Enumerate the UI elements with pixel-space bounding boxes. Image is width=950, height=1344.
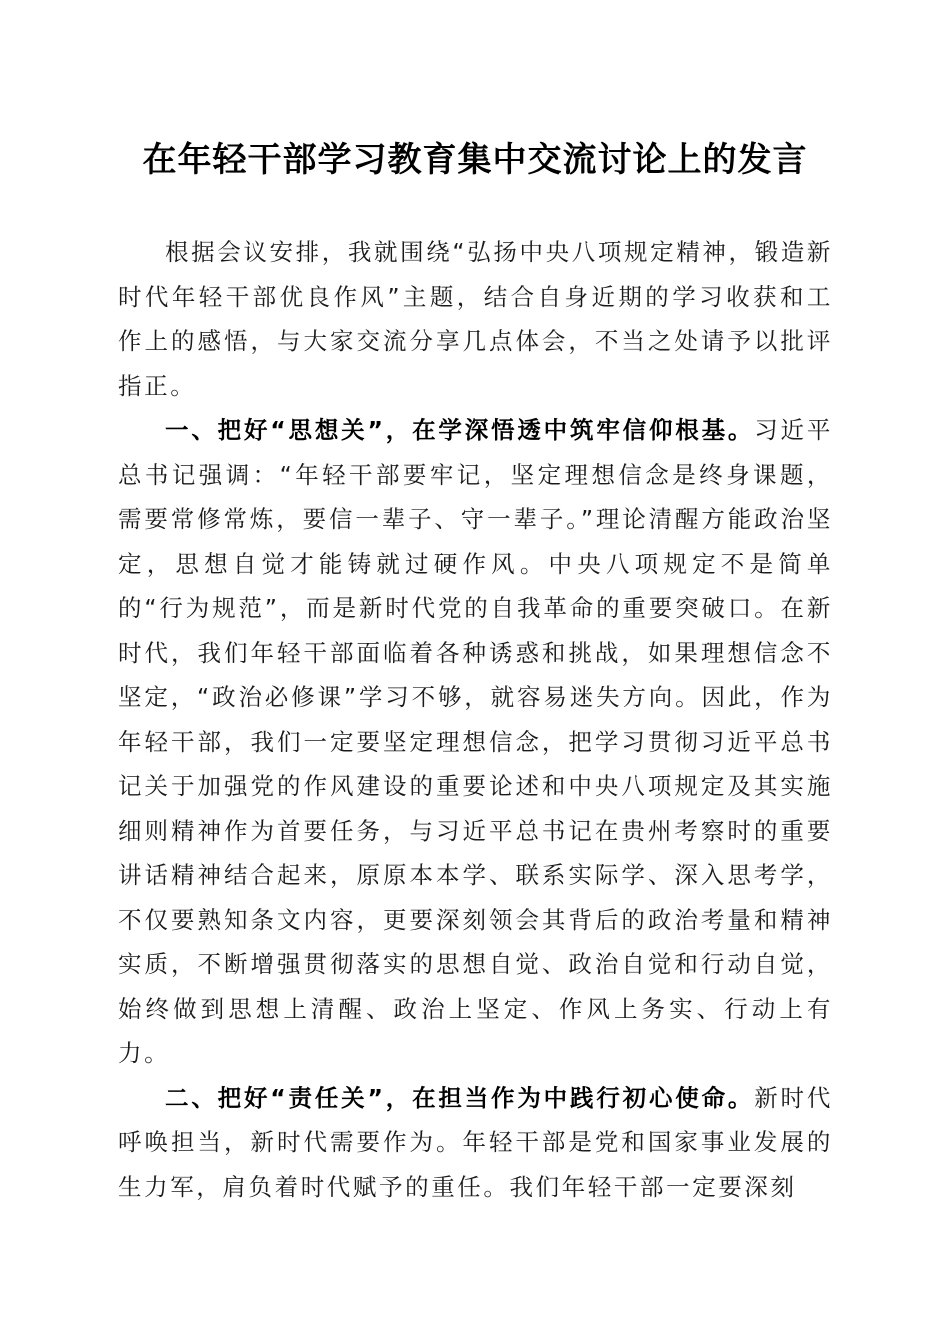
paragraph-section-1 [118, 408, 833, 1076]
section-heading: 二、把好“责任关”，在担当作为中践行初心使命。 [165, 1083, 755, 1112]
paragraph-section-2 [118, 1076, 833, 1210]
paragraph-text: 新时代呼唤担当，新时代需要作为。年轻干部是党和国家事业发展的生力军，肩负着时代赋予的重任。我们年轻干部一定要深刻 [118, 1083, 833, 1201]
paragraph-text: 习近平总书记强调：“年轻干部要牢记，坚定理想信念是终身课题，需要常修常炼，要信一辈子、守一辈子。”理论清醒方能政治坚定，思想自觉才能铸就过硬作风。中央八项规定不是简单的“行为规范”，而是新时代党的自我革命的重要突破口。在新时代，我们年轻干部面临着各种诱惑和挑战，如果理想信念不坚定，“政治必修课”学习不够，就容易迷失方向。因此，作为年轻干部，我们一定要坚定理想信念，把学习贯彻习近平总书记关于加强党的作风建设的重要论述和中央八项规定及其实施细则精神作为首要任务，与习近平总书记在贵州考察时的重要讲话精神结合起来，原原本本学、联系实际学、深入思考学，不仅要熟知条文内容，更要深刻领会其背后的政治考量和精神实质，不断增强贯彻落实的思想自觉、政治自觉和行动自觉，始终做到思想上清醒、政治上坚定、作风上务实、行动上有力。 [118, 416, 833, 1067]
section-heading: 一、把好“思想关”，在学深悟透中筑牢信仰根基。 [165, 416, 755, 444]
paragraph-intro [118, 230, 833, 408]
document-body [118, 230, 833, 1209]
document-title: 在年轻干部学习教育集中交流讨论上的发言 [142, 140, 808, 180]
paragraph-text: 根据会议安排，我就围绕“弘扬中央八项规定精神，锻造新时代年轻干部优良作风”主题，结合自身近期的学习收获和工作上的感悟，与大家交流分享几点体会，不当之处请予以批评指正。 [118, 238, 833, 400]
